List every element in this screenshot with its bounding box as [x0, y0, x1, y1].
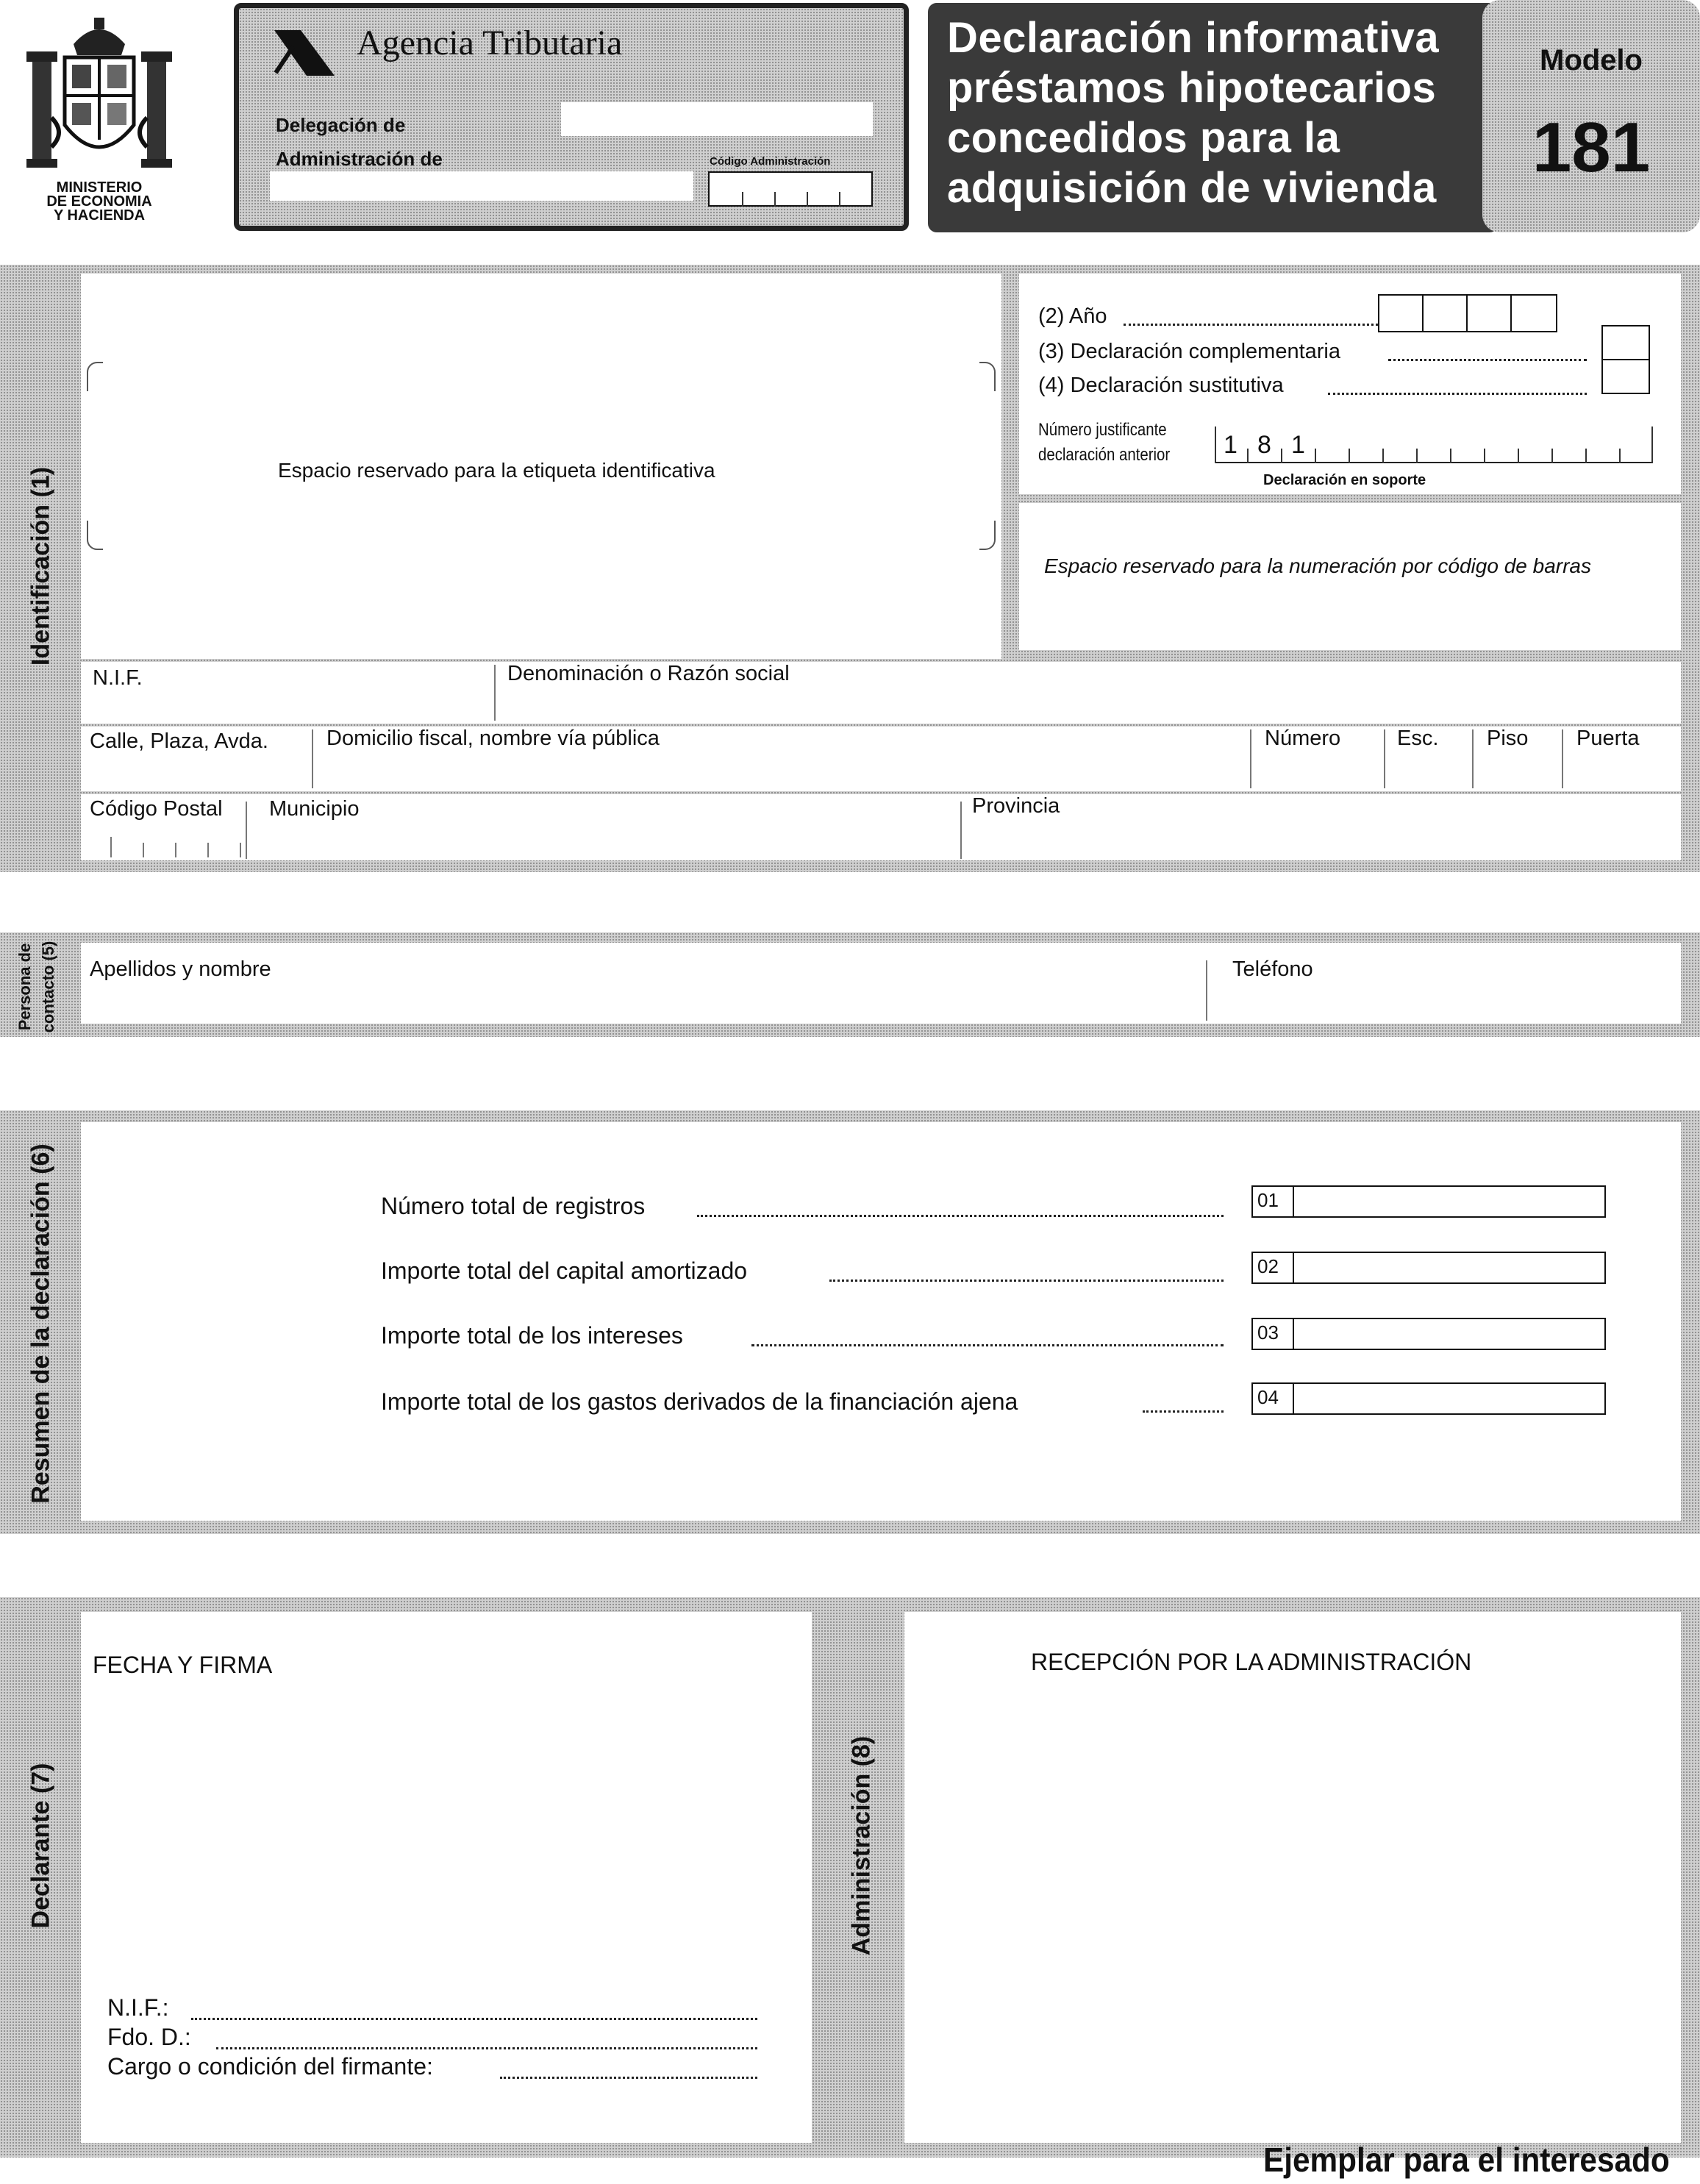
agency-logo-icon	[271, 24, 338, 80]
signer-role-field[interactable]	[500, 2077, 757, 2079]
summary-row-2-label: Importe total del capital amortizado	[381, 1257, 748, 1284]
summary-row-3-code: 03	[1251, 1318, 1294, 1350]
admin-code-label: Código Administración	[710, 155, 831, 168]
municipality-field[interactable]	[250, 827, 956, 859]
phone-label: Teléfono	[1232, 957, 1313, 981]
identification-side-label: Identificación (1)	[26, 466, 55, 666]
summary-row-1-field[interactable]	[1294, 1185, 1606, 1218]
reception-label: RECEPCIÓN POR LA ADMINISTRACIÓN	[1031, 1649, 1472, 1675]
summary-side-label: Resumen de la declaración (6)	[26, 1143, 55, 1504]
title-line-3: concedidos para la	[947, 114, 1340, 162]
form-title	[947, 13, 1499, 213]
label-space-area	[81, 274, 1001, 659]
year-field[interactable]	[1378, 294, 1557, 332]
support-label: Declaración en soporte	[1263, 472, 1426, 488]
admin-code-field[interactable]	[708, 171, 873, 207]
prev-digit-2: 8	[1257, 431, 1271, 459]
barcode-space-area	[1019, 503, 1681, 650]
ministry-line-2: DE ECONOMIA	[46, 193, 152, 210]
province-field[interactable]	[963, 827, 1679, 859]
title-line-2: préstamos hipotecarios	[947, 64, 1437, 112]
address-field[interactable]	[315, 757, 1249, 790]
ministry-name	[29, 181, 169, 223]
complementary-label: (3) Declaración complementaria	[1038, 340, 1340, 363]
signer-nif-label: N.I.F.:	[107, 1994, 169, 2021]
agency-box	[234, 3, 909, 231]
signer-role-label: Cargo o condición del firmante:	[107, 2053, 433, 2080]
contact-side-label	[3, 940, 79, 1034]
door-label: Puerta	[1576, 727, 1640, 750]
administration-panel	[904, 1612, 1681, 2143]
company-name-field[interactable]	[497, 684, 1678, 721]
administration-field[interactable]	[270, 171, 693, 201]
summary-row-4-field[interactable]	[1294, 1382, 1606, 1415]
title-line-1: Declaración informativa	[947, 14, 1440, 62]
agency-name: Agencia Tributaria	[357, 24, 623, 63]
street-type-field[interactable]	[81, 757, 309, 790]
contact-side-label-2: contacto (5)	[39, 941, 57, 1033]
door-field[interactable]	[1565, 757, 1679, 790]
ministry-line-1: MINISTERIO	[56, 179, 143, 196]
delegation-label: Delegación de	[276, 114, 406, 136]
title-box	[928, 3, 1499, 232]
date-sign-label: FECHA Y FIRMA	[93, 1652, 273, 1678]
administration-side-label: Administración (8)	[847, 1735, 876, 1956]
contact-name-field[interactable]	[81, 978, 1199, 1022]
barcode-space-text: Espacio reservado para la numeración por código de barras	[1044, 554, 1591, 577]
phone-field[interactable]	[1213, 978, 1676, 1022]
address-label: Domicilio fiscal, nombre vía pública	[326, 727, 660, 750]
copy-label: Ejemplar para el interesado	[1263, 2141, 1670, 2179]
summary-row-3-label: Importe total de los intereses	[381, 1322, 683, 1349]
modelo-box	[1482, 0, 1700, 232]
stair-field[interactable]	[1387, 757, 1471, 790]
declaration-type-area	[1019, 274, 1681, 494]
company-name-label: Denominación o Razón social	[507, 662, 790, 685]
nif-label: N.I.F.	[93, 666, 143, 690]
contact-name-label: Apellidos y nombre	[90, 957, 271, 981]
summary-row-2-field[interactable]	[1294, 1252, 1606, 1284]
street-number-label: Número	[1265, 727, 1341, 750]
summary-row-4-code: 04	[1251, 1382, 1294, 1415]
prev-digit-1: 1	[1224, 431, 1238, 459]
prev-number-label	[1038, 418, 1170, 468]
summary-row-2-code: 02	[1251, 1252, 1294, 1284]
stair-label: Esc.	[1397, 727, 1439, 750]
signer-nif-field[interactable]	[191, 2018, 757, 2020]
declarant-side-label: Declarante (7)	[26, 1763, 55, 1929]
substitutive-checkbox[interactable]	[1601, 359, 1650, 394]
administration-label: Administración de	[276, 148, 443, 170]
signed-by-label: Fdo. D.:	[107, 2024, 191, 2050]
prev-digit-3: 1	[1291, 431, 1305, 459]
declarant-panel	[81, 1612, 812, 2143]
contact-side-label-1: Persona de	[15, 943, 34, 1031]
delegation-field[interactable]	[561, 102, 873, 136]
floor-label: Piso	[1487, 727, 1529, 750]
prev-number-field[interactable]	[1215, 427, 1653, 463]
substitutive-label: (4) Declaración sustitutiva	[1038, 374, 1284, 397]
floor-field[interactable]	[1475, 757, 1560, 790]
complementary-checkbox[interactable]	[1601, 325, 1650, 360]
label-space-text: Espacio reservado para la etiqueta identificativa	[278, 459, 715, 482]
summary-row-4-label: Importe total de los gastos derivados de la financiación ajena	[381, 1388, 1018, 1415]
prev-number-label-line-1: Número justificante	[1038, 420, 1167, 440]
nif-field[interactable]	[81, 684, 493, 721]
ministry-line-3: Y HACIENDA	[53, 207, 146, 224]
postal-code-label: Código Postal	[90, 797, 223, 821]
summary-row-3-field[interactable]	[1294, 1318, 1606, 1350]
modelo-label: Modelo	[1540, 44, 1643, 76]
summary-row-1-label: Número total de registros	[381, 1193, 646, 1219]
summary-row-1-code: 01	[1251, 1185, 1294, 1218]
province-label: Provincia	[972, 794, 1060, 818]
year-label: (2) Año	[1038, 304, 1107, 328]
signed-by-field[interactable]	[216, 2047, 757, 2049]
street-type-label: Calle, Plaza, Avda.	[90, 729, 268, 753]
street-number-field[interactable]	[1253, 757, 1382, 790]
title-line-4: adquisición de vivienda	[947, 164, 1437, 212]
prev-number-label-line-2: declaración anterior	[1038, 445, 1171, 465]
coat-of-arms-logo	[22, 15, 176, 178]
modelo-number: 181	[1532, 108, 1651, 187]
municipality-label: Municipio	[269, 797, 360, 821]
